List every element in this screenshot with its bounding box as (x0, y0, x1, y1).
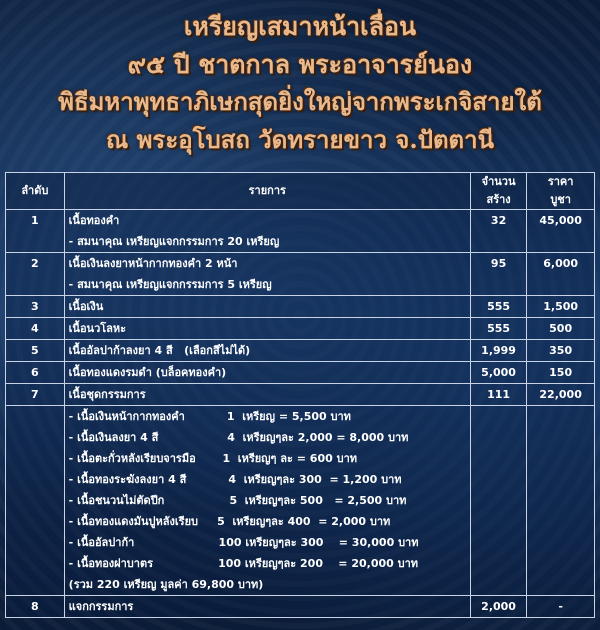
row-quantity (470, 318, 526, 340)
row-number (6, 362, 65, 384)
item-line: เนื้อเงินลงยาหน้ากากทองคำ 2 หน้า (68, 257, 238, 270)
header-qty-line1: จำนวน (481, 175, 516, 188)
item-line: เนื้อทองคำ (68, 214, 120, 227)
row-number-text: 4 (31, 322, 39, 335)
row-quantity (470, 253, 526, 296)
row-price-text: 22,000 (539, 388, 582, 401)
header-price (527, 173, 595, 210)
item-line: แจกกรรมการ (68, 600, 134, 613)
header-no: ลำดับ (6, 173, 65, 210)
item-line: - เนื้อตะกั่วหลังเรียบจารมือ 1 เหรียญๆ ละ = 600 บาท (68, 452, 358, 465)
row-quantity-text: 555 (487, 300, 511, 313)
row-price-text: 500 (549, 322, 573, 335)
row-quantity-text: 2,000 (481, 600, 516, 613)
row-price (527, 362, 595, 384)
row-item (64, 406, 470, 596)
row-quantity-text: 95 (490, 257, 507, 270)
header-item: รายการ (64, 173, 470, 210)
table-row (6, 384, 595, 406)
row-quantity-text (475, 406, 522, 427)
row-price (527, 210, 595, 253)
row-number-text: 1 (31, 214, 39, 227)
row-quantity (470, 596, 526, 618)
item-line: เนื้อนวโลหะ (68, 322, 127, 335)
row-number (6, 384, 65, 406)
price-table (5, 172, 595, 618)
row-price-text: 1,500 (543, 300, 579, 313)
row-number (6, 340, 65, 362)
item-line: - เนื้อชนวนไม่ตัดปีก 5 เหรียญๆละ 500 = 2,500 บาท (68, 494, 407, 507)
row-price-text: 350 (549, 344, 573, 357)
row-quantity (470, 340, 526, 362)
title-line-2: ๙๕ ปี ชาตกาล พระอาจารย์นอง (127, 50, 473, 79)
table-row (6, 596, 595, 618)
row-item (64, 340, 470, 362)
row-number (6, 253, 65, 296)
row-item (64, 296, 470, 318)
row-number-text: 3 (31, 300, 39, 313)
row-quantity-text: 1,999 (481, 344, 516, 357)
row-price-text: - (558, 600, 563, 613)
row-quantity (470, 406, 526, 596)
item-line: - เนื้อเงินหน้ากากทองคำ 1 เหรียญ = 5,500 บาท (68, 410, 351, 423)
item-line: - เนื้ออัลปาก้า 100 เหรียญๆละ 300 = 30,000 บาท (68, 536, 419, 549)
item-line: - สมนาคุณ เหรียญแจกกรรมการ 5 เหรียญ (68, 278, 272, 291)
table-row (6, 253, 595, 296)
title-line-1: เหรียญเสมาหน้าเลื่อน (183, 12, 417, 41)
row-number (6, 406, 65, 596)
row-item (64, 253, 470, 296)
row-number (6, 318, 65, 340)
row-number-text: 8 (31, 600, 39, 613)
item-line: เนื้อทองแดงรมดำ (บล็อคทองคำ) (68, 366, 227, 379)
row-number-text: 5 (31, 344, 39, 357)
table-header-row (6, 173, 595, 210)
row-number (6, 596, 65, 618)
table-row (6, 362, 595, 384)
header-price-line2: บูชา (550, 193, 571, 206)
title-line-3: พิธีมหาพุทธาภิเษกสุดยิ่งใหญ่จากพระเกจิสายใต้ (58, 87, 542, 116)
row-quantity (470, 362, 526, 384)
row-number-text: 7 (31, 388, 39, 401)
row-quantity-text: 5,000 (481, 366, 516, 379)
row-price (527, 253, 595, 296)
item-line: (รวม 220 เหรียญ มูลค่า 69,800 บาท) (68, 578, 264, 591)
row-number-text: 2 (31, 257, 39, 270)
row-price-text: 6,000 (543, 257, 579, 270)
row-price-text: 150 (549, 366, 573, 379)
title-block (0, 0, 600, 170)
row-quantity-text: 32 (490, 214, 507, 227)
header-qty (470, 173, 526, 210)
row-item (64, 318, 470, 340)
table-row (6, 210, 595, 253)
row-price-text: 45,000 (539, 214, 582, 227)
row-quantity (470, 384, 526, 406)
item-line: เนื้ออัลปาก้าลงยา 4 สี (เลือกสีไม่ได้) (68, 344, 251, 357)
row-item (64, 210, 470, 253)
row-price (527, 384, 595, 406)
row-number-text (10, 406, 60, 427)
row-quantity-text: 111 (487, 388, 511, 401)
row-price (527, 296, 595, 318)
item-line: - เนื้อทองฝาบาตร 100 เหรียญๆละ 200 = 20,000 บาท (68, 557, 419, 570)
title-line-4: ณ พระอุโบสถ วัดทรายขาว จ.ปัตตานี (105, 125, 495, 154)
row-item (64, 596, 470, 618)
item-line: - เนื้อทองแดงมันปูหลังเรียบ 5 เหรียญๆละ 400 = 2,000 บาท (68, 515, 391, 528)
row-number (6, 296, 65, 318)
row-price (527, 340, 595, 362)
table-row (6, 318, 595, 340)
row-price (527, 318, 595, 340)
row-quantity (470, 296, 526, 318)
item-line: เนื้อชุดกรรมการ (68, 388, 146, 401)
table-body (6, 210, 595, 618)
row-quantity (470, 210, 526, 253)
item-line: เนื้อเงิน (68, 300, 104, 313)
header-price-line1: ราคา (547, 175, 574, 188)
table-row (6, 340, 595, 362)
item-line: - เนื้อทองระฆังลงยา 4 สี 4 เหรียญๆละ 300 = 1,200 บาท (68, 473, 402, 486)
item-line: - สมนาคุณ เหรียญแจกกรรมการ 20 เหรียญ (68, 235, 280, 248)
header-qty-line2: สร้าง (486, 193, 511, 206)
row-item (64, 384, 470, 406)
row-quantity-text: 555 (487, 322, 511, 335)
row-number-text: 6 (31, 366, 39, 379)
row-number (6, 210, 65, 253)
table-row (6, 406, 595, 596)
row-item (64, 362, 470, 384)
row-price-text (531, 406, 590, 427)
row-price (527, 596, 595, 618)
row-price (527, 406, 595, 596)
item-line: - เนื้อเงินลงยา 4 สี 4 เหรียญๆละ 2,000 = 8,000 บาท (68, 431, 409, 444)
table-row (6, 296, 595, 318)
